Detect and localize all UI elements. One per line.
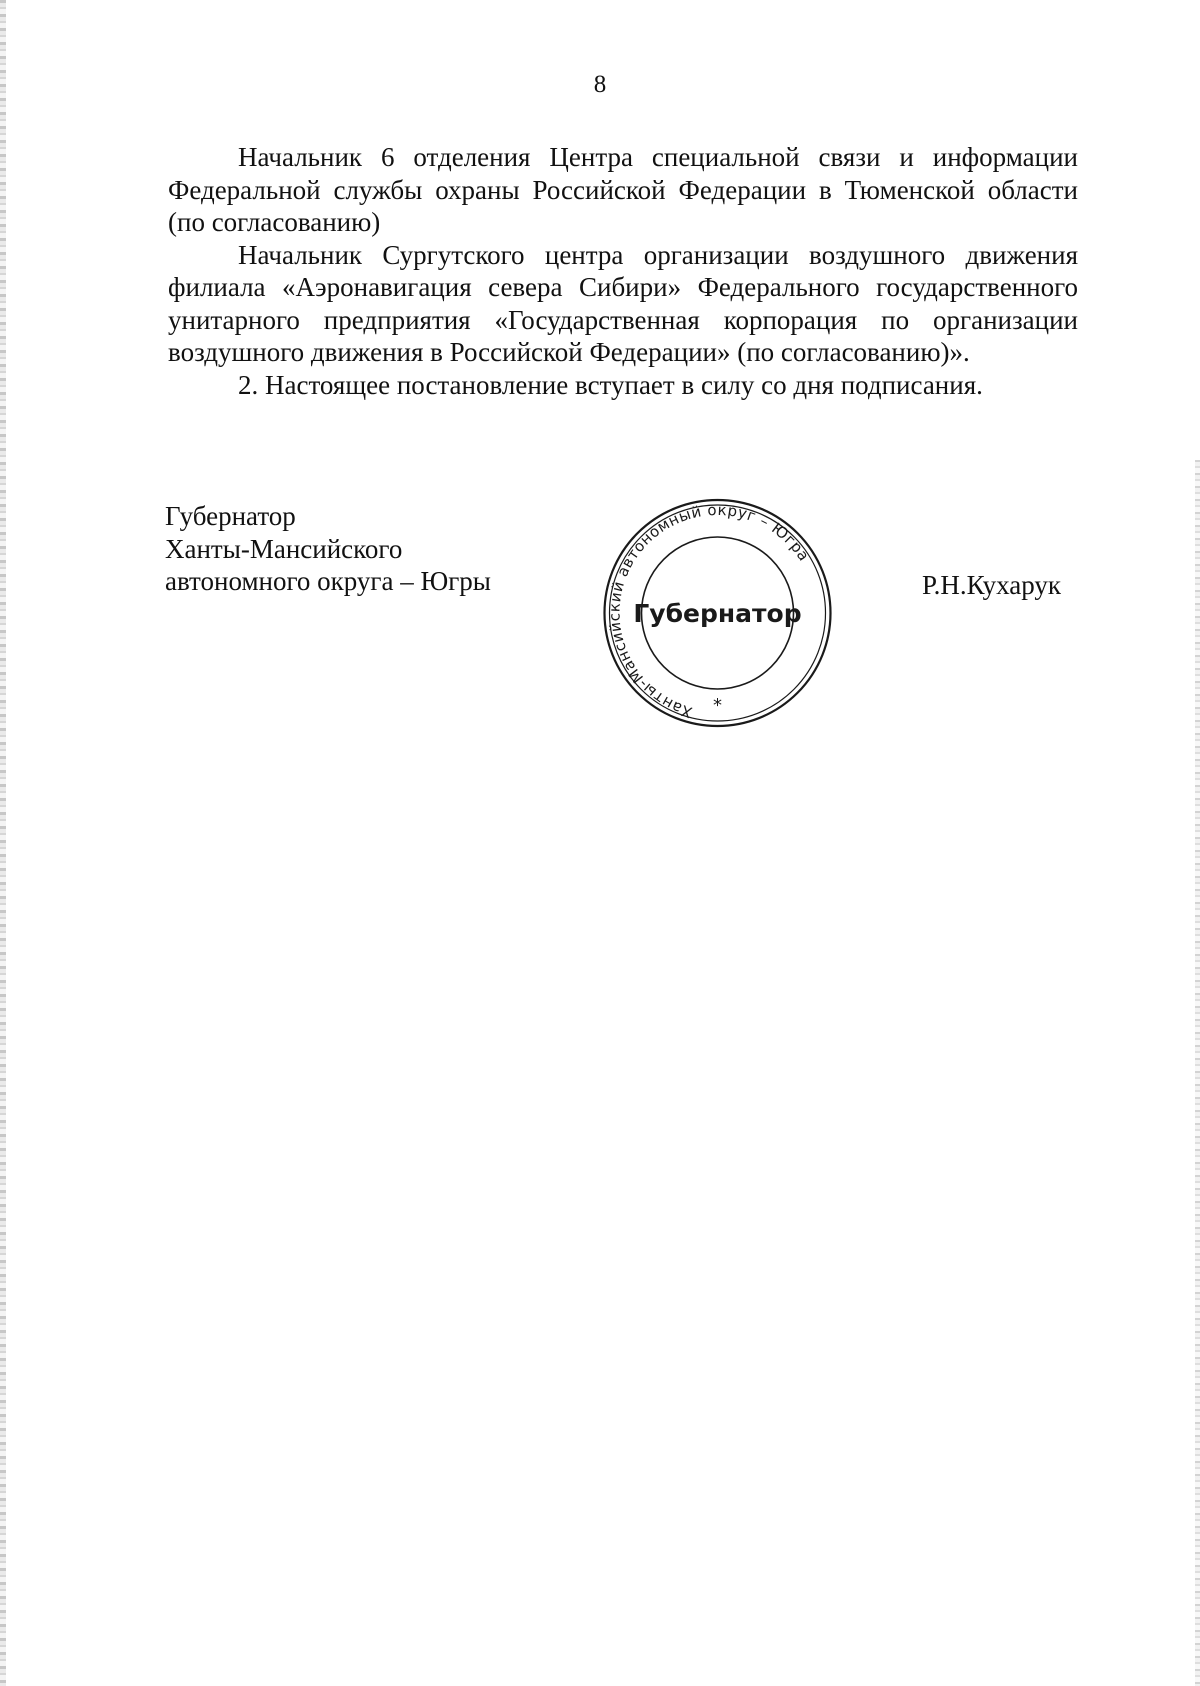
seal-star: * [713, 695, 722, 716]
seal-ring-text: Ханты-Мансийский автономный округ – Югра [605, 500, 814, 722]
signatory-name: Р.Н.Кухарук [922, 570, 1062, 600]
signatory-position [165, 500, 491, 598]
paragraph-1: Начальник 6 отделения Центра специальной связи и информации Федеральной службы охраны Российской Федерации в Тюменской области (по согласованию) [168, 142, 1078, 237]
seal-center-text: Губернатор [633, 599, 802, 628]
document-body [168, 141, 1078, 401]
paragraph-2: Начальник Сургутского центра организации воздушного движения филиала «Аэронавигация севера Сибири» Федерального государственного унитарного предприятия «Государственная корпорация по организации воздушного движения в Российской Федерации» (по согласованию)». [168, 239, 1078, 367]
paragraph-3: 2. Настоящее постановление вступает в силу со дня подписания. [238, 369, 983, 400]
scan-edge-right [1195, 460, 1200, 1686]
signatory-position-line: Ханты-Мансийского [165, 533, 403, 564]
seal-graphic [600, 497, 835, 729]
page-number: 8 [593, 71, 607, 98]
signatory-position-line: Губернатор [165, 501, 296, 531]
scan-edge-left [0, 0, 6, 1686]
signatory-position-line: автономного округа – Югры [165, 566, 491, 596]
official-seal-stamp [600, 497, 835, 729]
